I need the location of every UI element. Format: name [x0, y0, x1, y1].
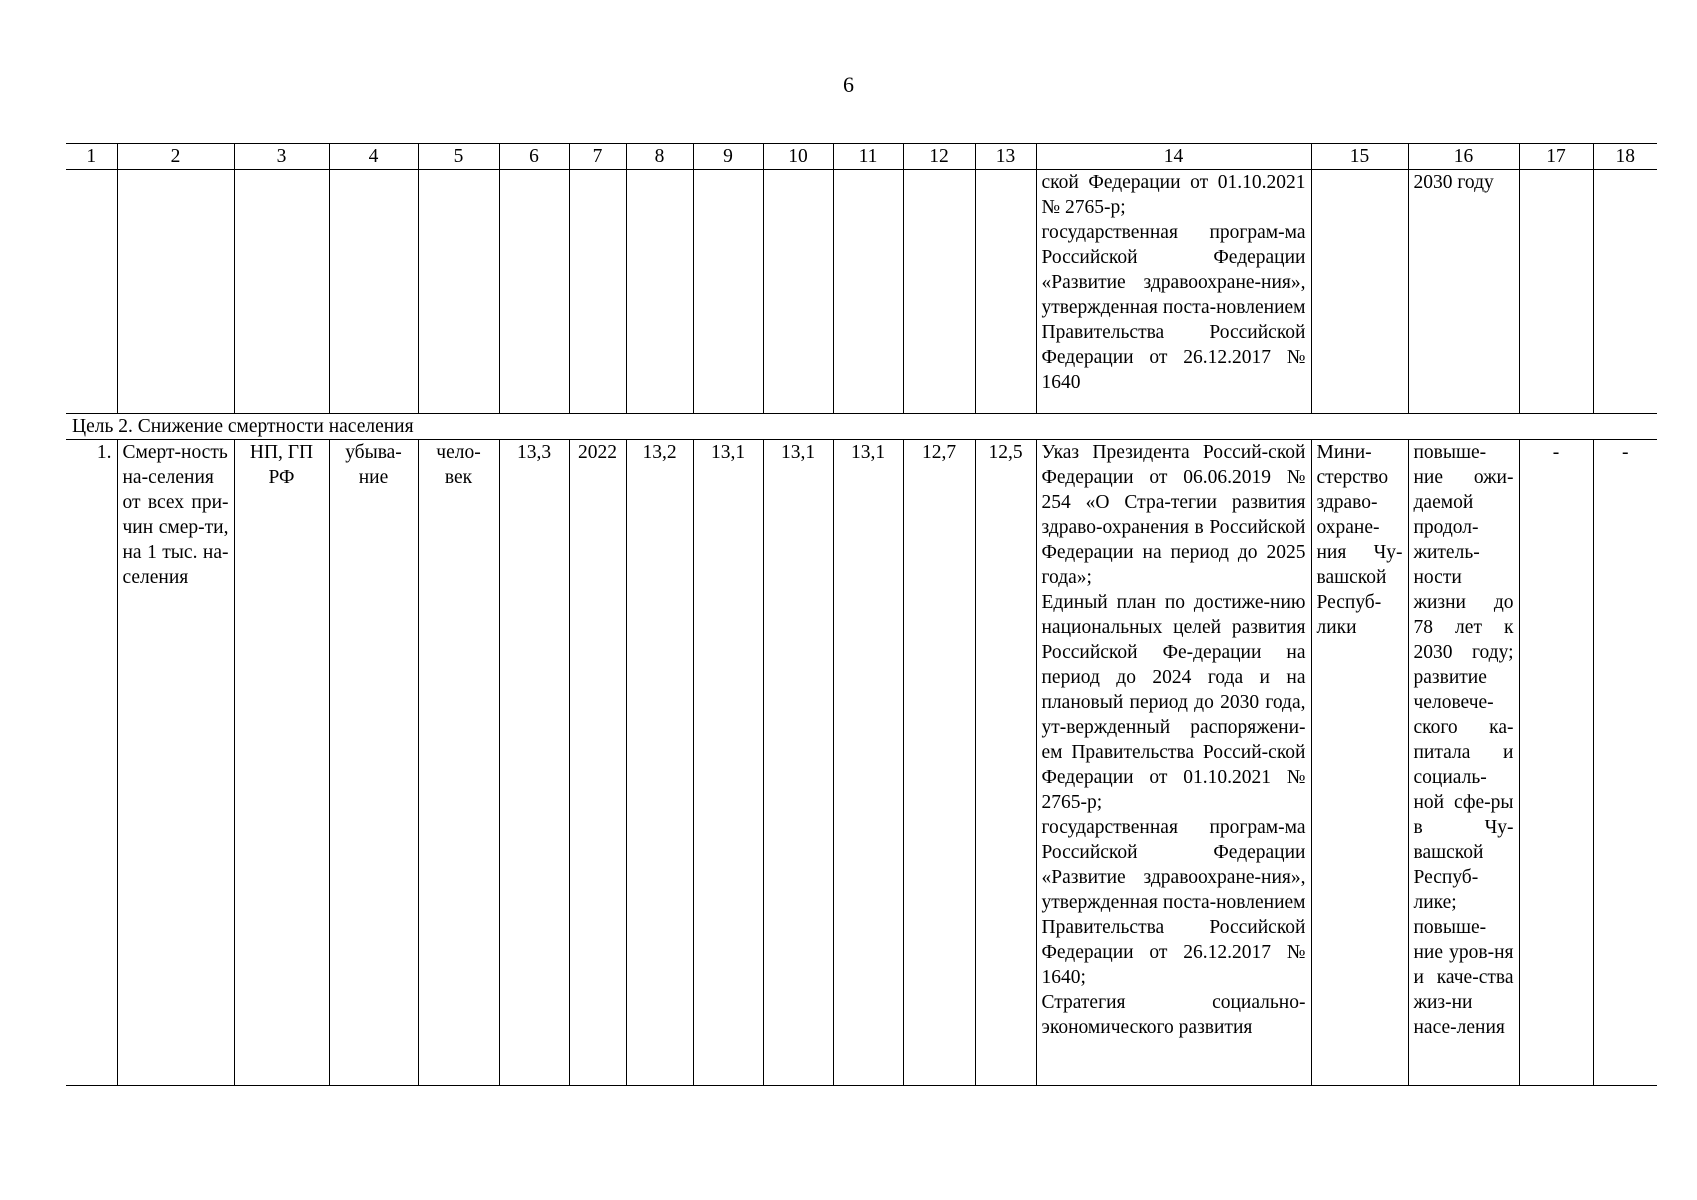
value-cell: 13,2: [626, 440, 693, 1086]
column-number: 2: [117, 144, 234, 170]
col18-cell: -: [1593, 440, 1657, 1086]
documents-cell: Указ Президента Россий-ской Федерации от 06.06.2019 № 254 «О Стра-тегии развития здраво-охранения в Российской Федерации на период до 2025 года»; Единый план по достиже-нию национальных целей развития Российской Фе-дерации на период до 2024 года и на плановый период до 2030 года, ут-вержденный распоряжени-ем Правительства Россий-ской Федерации от 01.10.2021 № 2765-р; государственная програм-ма Российской Федерации «Развитие здравоохране-ния», утвержденная поста-новлением Правительства Российской Федерации от 26.12.2017 № 1640; Стратегия социально-экономического развития: [1036, 440, 1311, 1086]
row-number: 1.: [66, 440, 117, 1086]
value-cell: 13,1: [693, 440, 763, 1086]
value-cell: 13,1: [763, 440, 833, 1086]
column-number: 17: [1519, 144, 1593, 170]
column-number: 18: [1593, 144, 1657, 170]
column-number: 5: [418, 144, 499, 170]
value-cell: 12,5: [975, 440, 1036, 1086]
documents-cell: ской Федерации от 01.10.2021 № 2765-р; государственная програм-ма Российской Федерации «Развитие здравоохране-ния», утвержденная поста-новлением Правительства Российской Федерации от 26.12.2017 № 1640: [1036, 170, 1311, 414]
column-number: 6: [499, 144, 569, 170]
column-number: 9: [693, 144, 763, 170]
value-cell: 12,7: [903, 440, 975, 1086]
value-cell: 13,1: [833, 440, 903, 1086]
base-year: 2022: [569, 440, 626, 1086]
page-number: 6: [843, 72, 854, 97]
goal-title: Цель 2. Снижение смертности населения: [66, 414, 1657, 440]
link-cell: повыше-ние ожи-даемой продол-житель-ности жизни до 78 лет к 2030 году; развитие человече-ского ка-питала и социаль-ной сфе-ры в Чу-вашской Респуб-лике; повыше-ние уров-ня и каче-ства жиз-ни насе-ления: [1408, 440, 1519, 1086]
column-number: 1: [66, 144, 117, 170]
column-number: 15: [1311, 144, 1408, 170]
column-number: 13: [975, 144, 1036, 170]
indicator-direction: убыва-ние: [329, 440, 418, 1086]
column-number: 16: [1408, 144, 1519, 170]
column-number: 8: [626, 144, 693, 170]
indicator-type: НП, ГП РФ: [234, 440, 329, 1086]
indicators-table: [66, 143, 1657, 1086]
responsible-cell: Мини-стерство здраво-охране-ния Чу-вашской Респуб-лики: [1311, 440, 1408, 1086]
column-number: 14: [1036, 144, 1311, 170]
base-value: 13,3: [499, 440, 569, 1086]
column-number: 12: [903, 144, 975, 170]
indicator-name: Смерт-ность на-селения от всех при-чин смер-ти, на 1 тыс. на-селения: [117, 440, 234, 1086]
table-row: [66, 440, 1657, 1086]
column-number: 3: [234, 144, 329, 170]
column-number: 7: [569, 144, 626, 170]
link-cell: 2030 году: [1408, 170, 1519, 414]
column-numbers-row: [66, 144, 1657, 170]
continuation-row: [66, 170, 1657, 414]
column-number: 11: [833, 144, 903, 170]
col17-cell: -: [1519, 440, 1593, 1086]
indicator-unit: чело-век: [418, 440, 499, 1086]
goal-row: [66, 414, 1657, 440]
column-number: 4: [329, 144, 418, 170]
column-number: 10: [763, 144, 833, 170]
